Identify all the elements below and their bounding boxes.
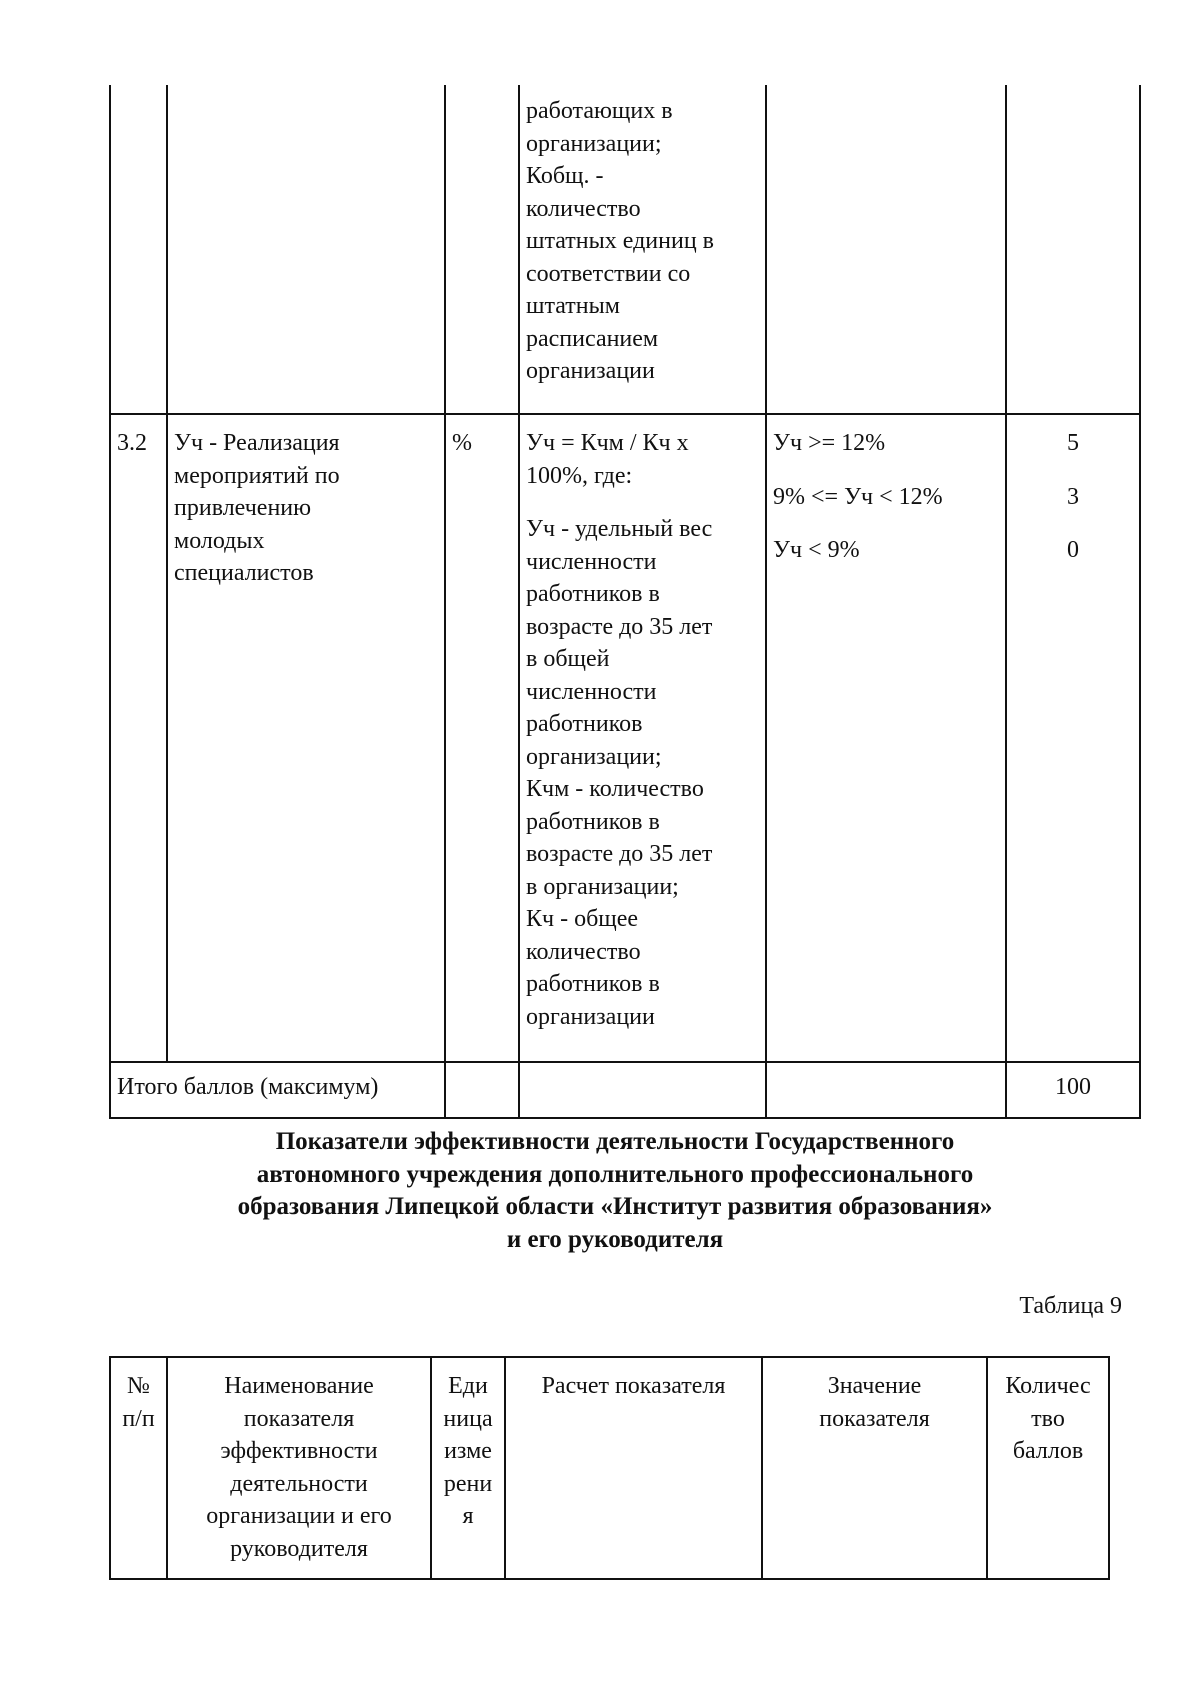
cell-number-empty [110,85,167,414]
header-calculation: Расчет показателя [505,1357,762,1579]
points-3: 0 [1067,537,1079,563]
total-unit-empty [445,1062,519,1118]
cell-calculation [519,414,766,1062]
cell-name-empty [167,85,445,414]
header-points: Количес тво баллов [987,1357,1109,1579]
criterion-1: Уч >= 12% [773,430,886,456]
header-indicator-name: Наименование показателя эффективности деятельности организации и его руководителя [167,1357,431,1579]
table-row-3-2 [110,414,1140,1062]
table-row-total [110,1062,1140,1118]
indicators-table-continuation [109,85,1141,1119]
total-label: Итого баллов (максимум) [110,1062,445,1118]
header-unit: Еди ница изме рени я [431,1357,505,1579]
table-9-header [109,1356,1110,1580]
criterion-2: 9% <= Уч < 12% [773,483,943,510]
cell-unit-empty [445,85,519,414]
points-2: 3 [1067,483,1079,510]
points-1: 5 [1067,430,1079,456]
header-row [110,1357,1109,1579]
total-calc-empty [519,1062,766,1118]
cell-points-empty [1006,85,1140,414]
cell-unit: % [445,414,519,1062]
cell-indicator-name: Уч - Реализация мероприятий по привлечению молодых специалистов [167,414,445,1062]
section-title: Показатели эффективности деятельности Государственного автономного учреждения дополнительного профессионального образования Липецкой области «Институт развития образования» и его руководителя [237,1128,993,1253]
header-value: Значение показателя [762,1357,987,1579]
total-value-empty [766,1062,1006,1118]
header-number: № п/п [110,1357,167,1579]
formula-explanation: Уч - удельный вес численности работников в возрасте до 35 лет в общей численности работников организации; Кчм - количество работников в возрасте до 35 лет в организации; Кч - общее количество работников в организации [526,516,713,1030]
cell-calculation-continued: работающих в организации; Кобщ. - количество штатных единиц в соответствии со штатным расписанием организации [519,85,766,414]
cell-criteria [766,414,1006,1062]
table-row-continuation [110,85,1140,414]
table-number: Таблица 9 [1019,1293,1122,1319]
cell-value-empty [766,85,1006,414]
total-points: 100 [1006,1062,1140,1118]
criterion-3: Уч < 9% [773,537,860,563]
formula-text: Уч = Кчм / Кч x 100%, где: [526,430,689,489]
cell-row-number: 3.2 [110,414,167,1062]
cell-points [1006,414,1140,1062]
